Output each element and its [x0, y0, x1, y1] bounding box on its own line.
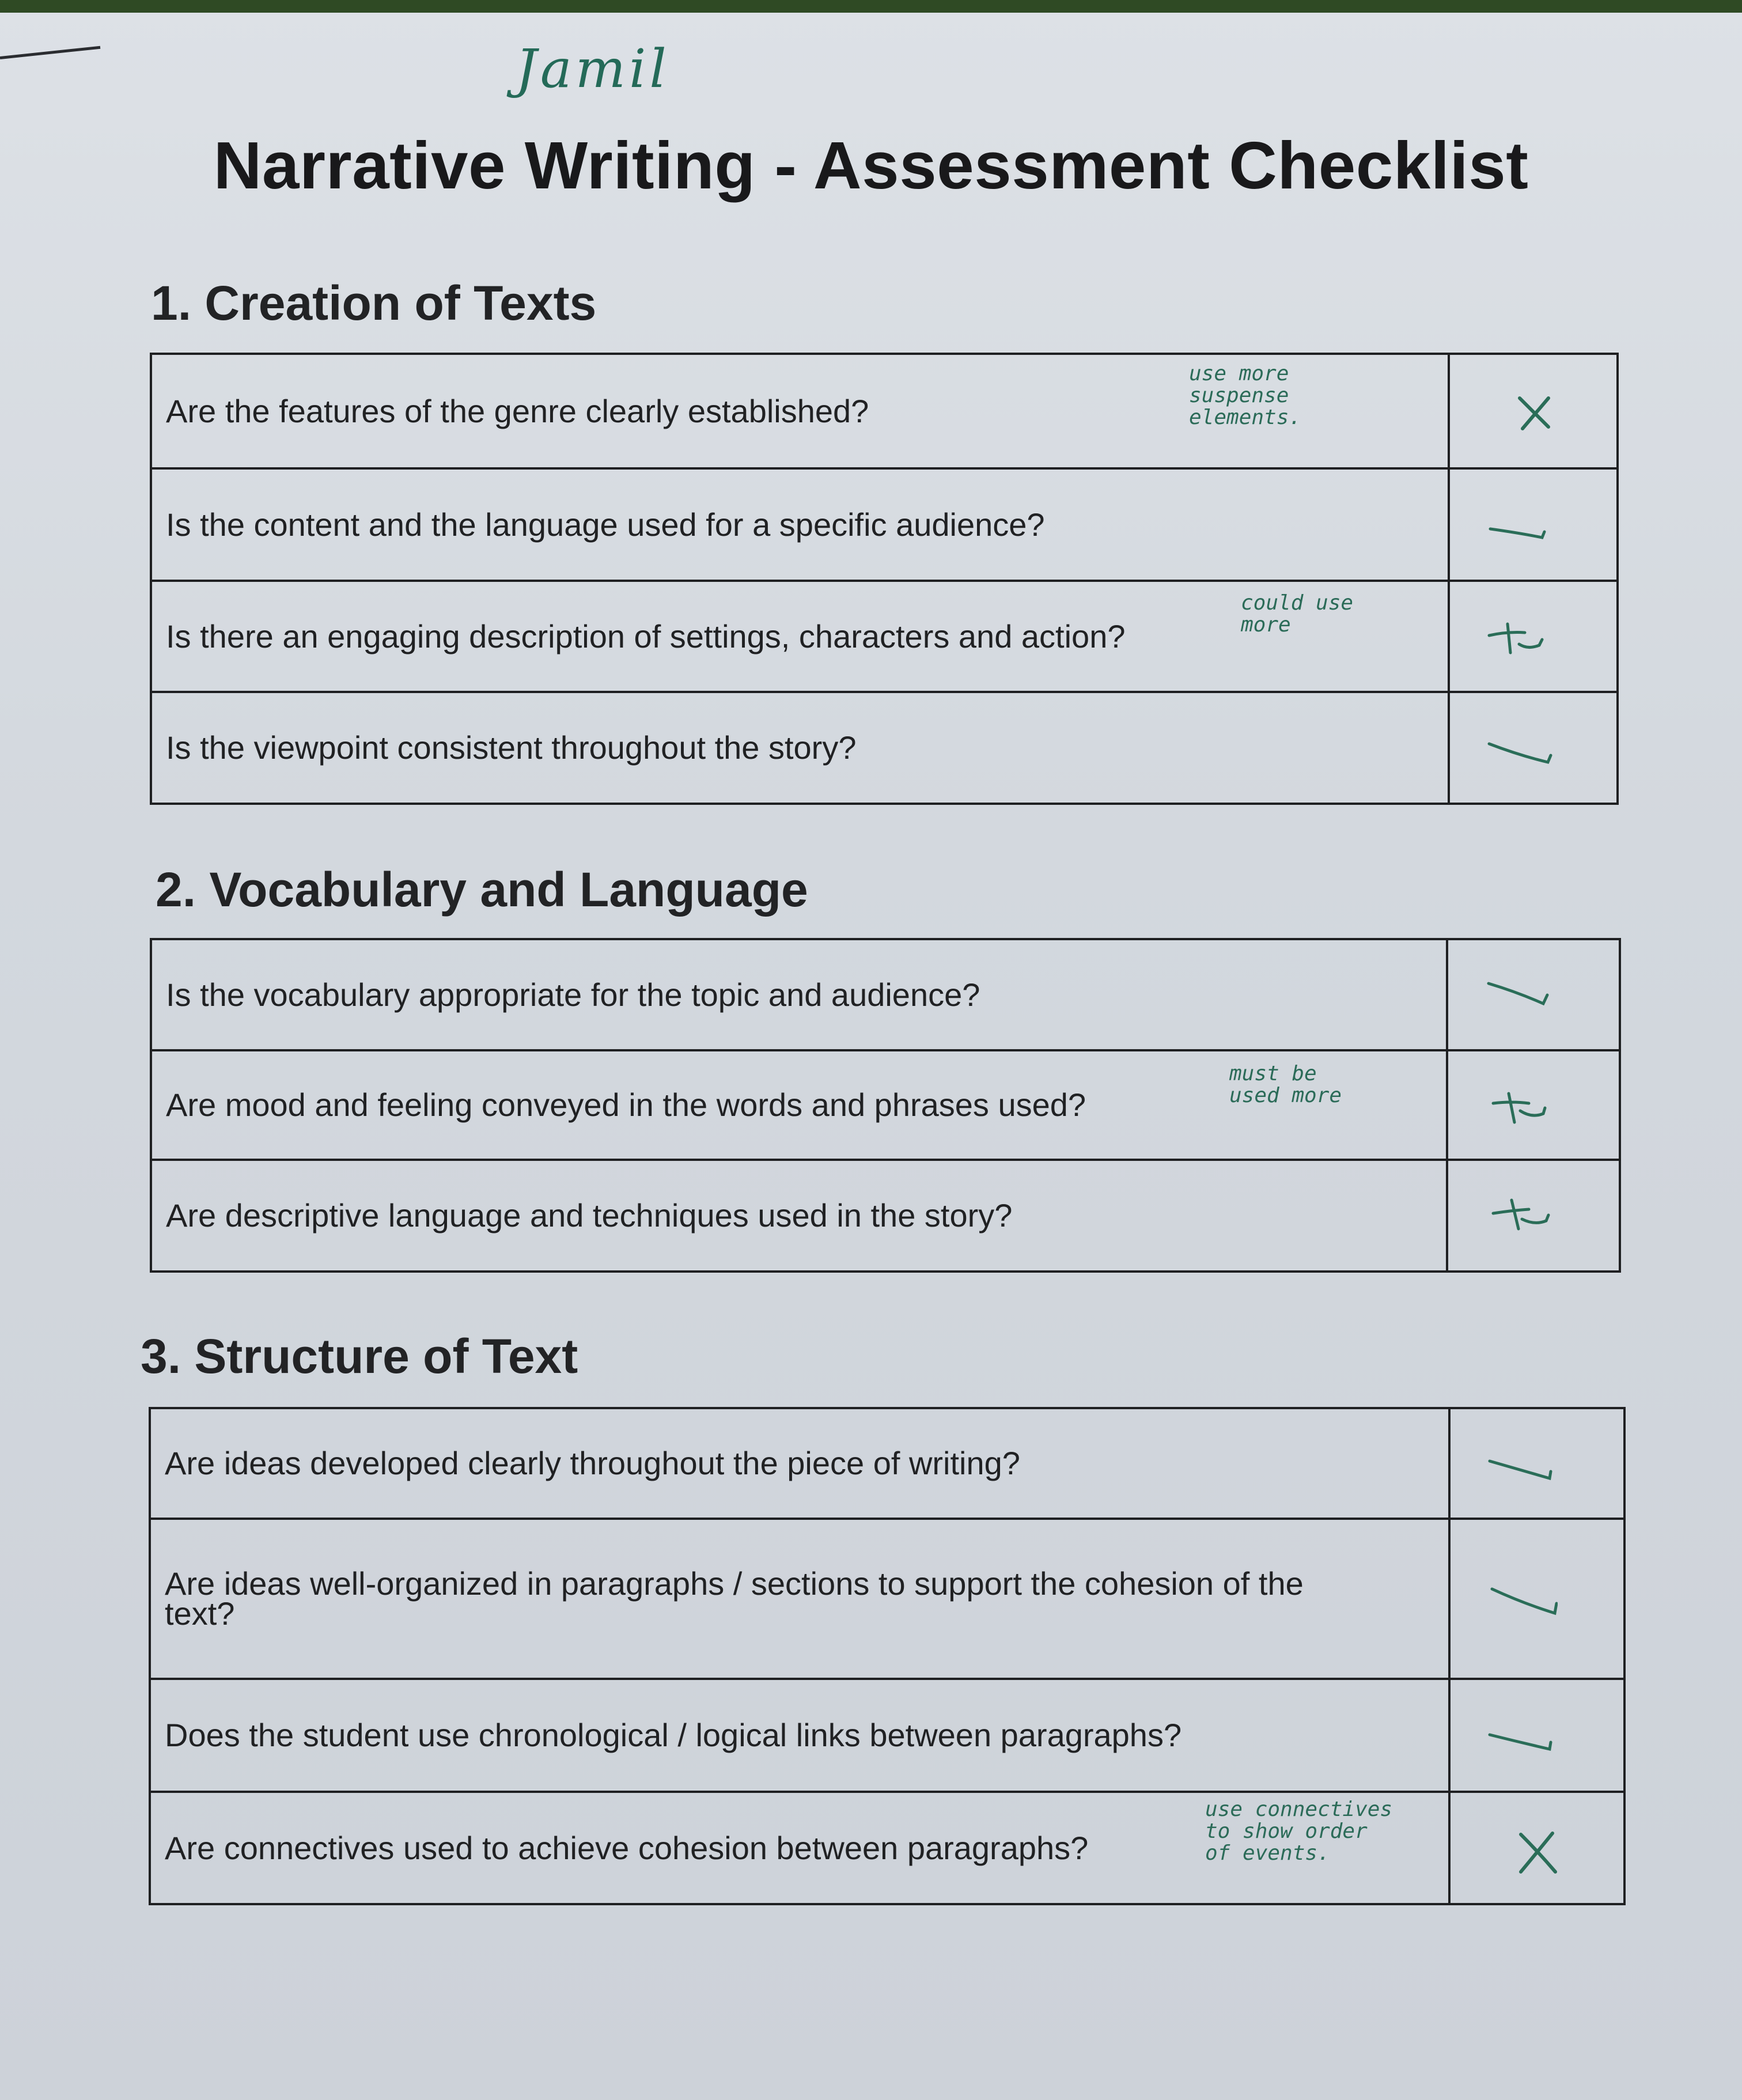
checklist-table-structure	[149, 1407, 1626, 1905]
mark-cell	[1449, 1519, 1624, 1679]
table-row	[151, 1160, 1620, 1272]
question-cell	[151, 939, 1447, 1050]
table-row	[150, 1519, 1624, 1679]
check-mark-icon	[1485, 1703, 1554, 1772]
table-row	[150, 1408, 1624, 1519]
table-row	[150, 1679, 1624, 1792]
question-text: Does the student use chronological / logical links between paragraphs?	[165, 1717, 1182, 1753]
question-text: Is the vocabulary appropriate for the topic and audience?	[166, 976, 980, 1013]
question-text: Is there an engaging description of settings, characters and action?	[166, 618, 1126, 654]
question-text: Are ideas well-organized in paragraphs / sections to support the cohesion of the text?	[165, 1565, 1304, 1632]
mark-cell	[1447, 1160, 1620, 1272]
mark-cell	[1449, 1792, 1624, 1904]
table-row	[150, 1792, 1624, 1904]
mark-cell	[1449, 1679, 1624, 1792]
question-cell	[150, 1519, 1449, 1679]
mark-cell	[1447, 939, 1620, 1050]
question-cell	[151, 354, 1449, 468]
question-text: Are connectives used to achieve cohesion between paragraphs?	[165, 1829, 1089, 1866]
check-mark-icon	[1483, 958, 1552, 1027]
page-title: Narrative Writing - Assessment Checklist	[213, 128, 1529, 203]
question-cell	[150, 1408, 1449, 1519]
half-mark-icon	[1489, 1182, 1558, 1251]
checklist-table-vocabulary	[150, 938, 1621, 1273]
check-mark-icon	[1485, 491, 1554, 561]
table-row	[151, 468, 1618, 581]
question-cell	[150, 1679, 1449, 1792]
cross-mark-icon	[1504, 1817, 1573, 1886]
teacher-note: use connectives to show order of events.	[1205, 1798, 1393, 1865]
top-edge-strip	[0, 0, 1742, 13]
check-mark-icon	[1485, 715, 1554, 784]
question-cell	[151, 468, 1449, 581]
mark-cell	[1449, 581, 1618, 692]
table-row	[151, 692, 1618, 804]
question-text: Are mood and feeling conveyed in the words and phrases used?	[166, 1087, 1086, 1123]
mark-cell	[1447, 1050, 1620, 1160]
check-mark-icon	[1485, 1432, 1554, 1501]
checklist-table-creation	[150, 353, 1619, 805]
mark-cell	[1449, 1408, 1624, 1519]
half-mark-icon	[1489, 1073, 1558, 1142]
pen-stroke-mark	[0, 46, 100, 59]
table-row	[151, 1050, 1620, 1160]
teacher-note: could use more	[1241, 591, 1354, 637]
question-text: Are the features of the genre clearly established?	[166, 392, 869, 429]
table-row	[151, 581, 1618, 692]
question-text: Is the content and the language used for a specific audience?	[166, 506, 1045, 543]
cross-mark-icon	[1499, 378, 1569, 447]
teacher-note: use more suspense elements.	[1189, 362, 1302, 429]
mark-cell	[1449, 468, 1618, 581]
student-name-handwriting: Jamil	[516, 38, 670, 100]
table-row	[151, 354, 1618, 468]
question-text: Are descriptive language and techniques used in the story?	[166, 1197, 1013, 1233]
question-text: Is the viewpoint consistent throughout the story?	[166, 729, 857, 766]
table-row	[151, 939, 1620, 1050]
section-heading-creation: 1. Creation of Texts	[151, 276, 597, 330]
mark-cell	[1449, 354, 1618, 468]
section-heading-structure: 3. Structure of Text	[141, 1329, 578, 1383]
question-cell	[151, 1160, 1447, 1272]
question-cell	[151, 581, 1449, 692]
mark-cell	[1449, 692, 1618, 804]
question-cell	[151, 1050, 1447, 1160]
check-mark-icon	[1489, 1566, 1558, 1635]
question-text: Are ideas developed clearly throughout the piece of writing?	[165, 1445, 1020, 1481]
half-mark-icon	[1485, 604, 1554, 673]
question-cell	[151, 692, 1449, 804]
question-cell	[150, 1792, 1449, 1904]
teacher-note: must be used more	[1229, 1062, 1342, 1107]
section-heading-vocabulary: 2. Vocabulary and Language	[156, 862, 808, 917]
